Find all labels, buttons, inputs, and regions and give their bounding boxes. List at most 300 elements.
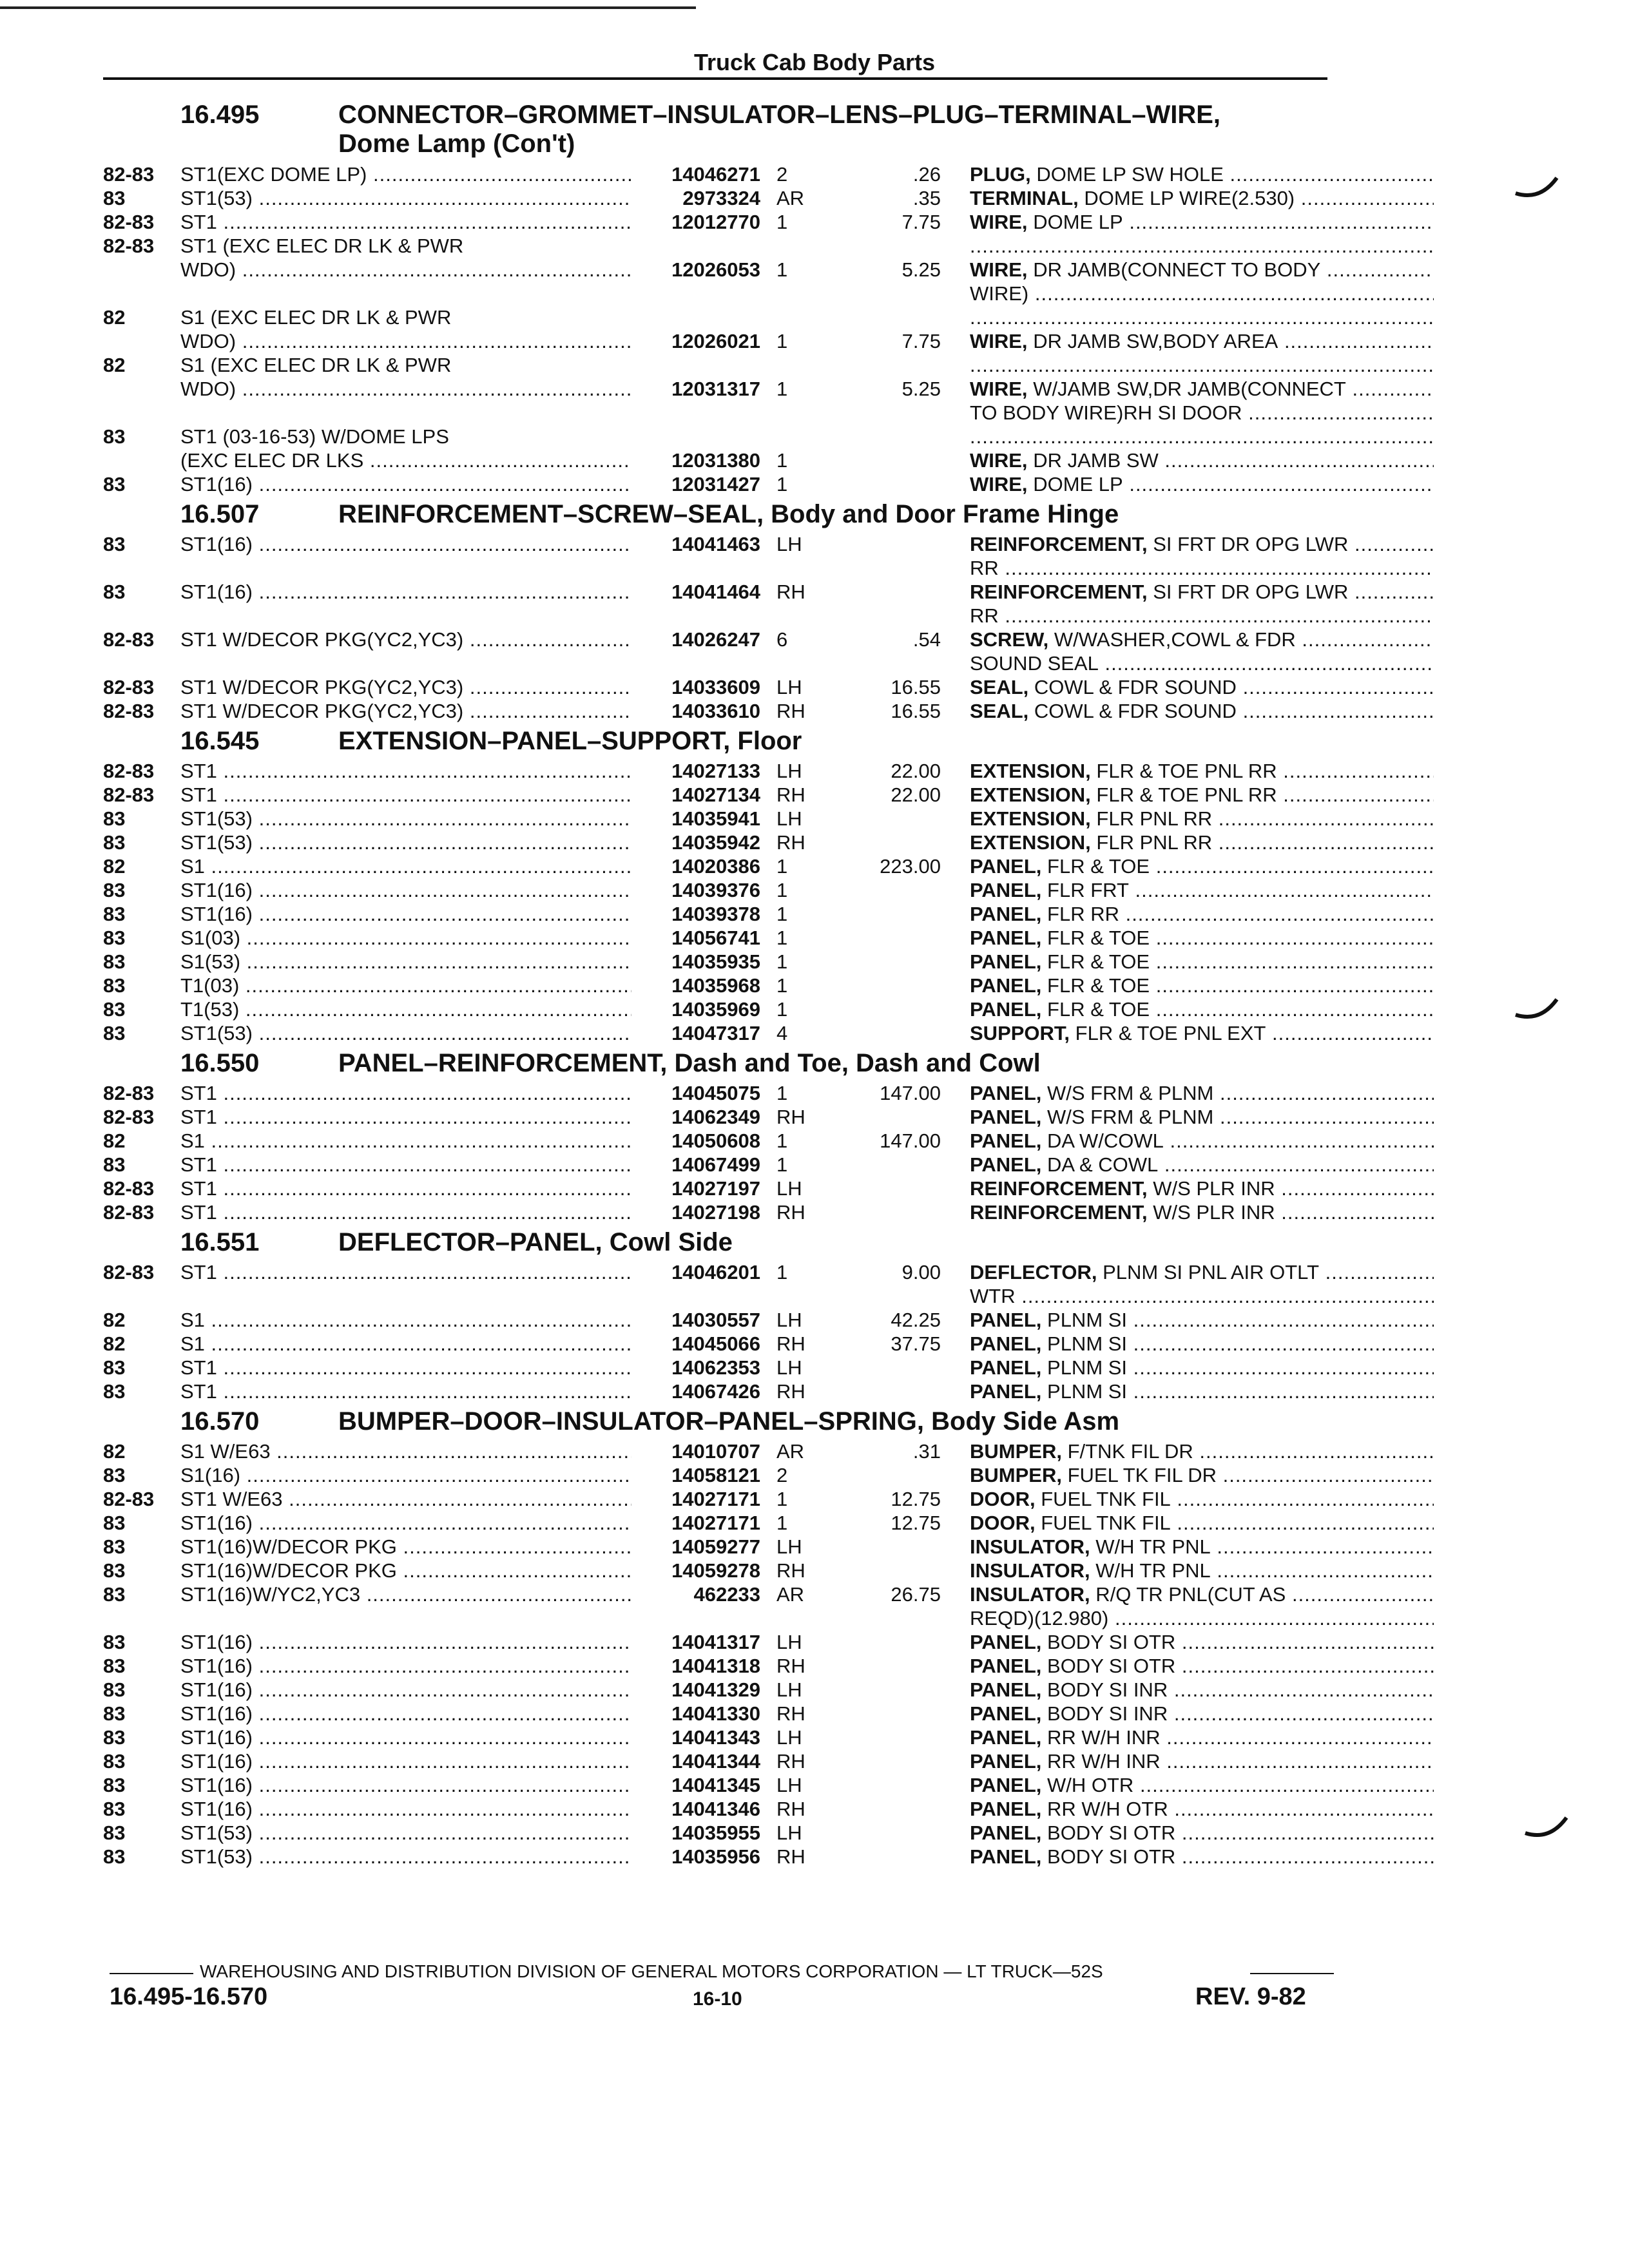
part-row <box>103 628 1327 651</box>
model-application: ST1(16) ..... <box>180 1702 631 1725</box>
part-number: 14045075 <box>671 1082 760 1104</box>
section-code: 16.545 <box>180 727 260 755</box>
part-name: PANEL, <box>970 1726 1042 1749</box>
quantity: RH <box>776 1201 805 1224</box>
part-row <box>103 604 1327 628</box>
part-name: SEAL, <box>970 676 1029 698</box>
part-description <box>970 162 1434 186</box>
model-year: 82 <box>103 855 126 878</box>
part-description <box>970 1821 1434 1845</box>
model-year: 82-83 <box>103 1201 155 1224</box>
model-year: 82 <box>103 1332 126 1355</box>
part-detail: PLNM SI <box>1047 1332 1128 1355</box>
part-row <box>103 186 1327 210</box>
part-number: 14059277 <box>671 1535 760 1558</box>
model-application: S1 W/E63 ..... <box>180 1439 631 1463</box>
model-application: ST1 ..... <box>180 1200 631 1224</box>
part-description <box>970 831 1434 854</box>
model-application: ST1(16) ..... <box>180 1773 631 1797</box>
part-number: 14041343 <box>671 1726 760 1749</box>
part-detail: RR <box>970 604 999 627</box>
quantity: RH <box>776 831 805 854</box>
list-price: 5.25 <box>901 378 941 400</box>
model-year: 82-83 <box>103 628 155 651</box>
part-row <box>103 1439 1327 1463</box>
part-row <box>103 377 1346 401</box>
part-row <box>103 1177 1327 1200</box>
part-number: 14062349 <box>671 1106 760 1128</box>
part-row <box>103 1678 1327 1702</box>
part-detail: BODY SI OTR <box>1047 1631 1176 1653</box>
part-detail: W/S FRM & PLNM <box>1047 1106 1214 1128</box>
part-name: PANEL, <box>970 1750 1042 1773</box>
part-row <box>103 282 1327 305</box>
model-application: ST1(16) ..... <box>180 532 631 556</box>
part-description <box>970 1511 1434 1535</box>
part-name: PANEL, <box>970 974 1042 997</box>
part-description <box>970 1749 1434 1773</box>
footer-revision: REV. 9-82 <box>1195 1983 1306 2010</box>
punch-mark-icon <box>1514 174 1559 202</box>
part-row <box>103 210 1327 234</box>
section-code: 16.551 <box>180 1228 260 1256</box>
quantity: LH <box>776 1726 802 1749</box>
part-name: PANEL, <box>970 1356 1042 1379</box>
part-detail: F/TNK FIL DR <box>1067 1440 1193 1463</box>
part-name: WIRE, <box>970 211 1028 233</box>
model-year: 82-83 <box>103 163 155 186</box>
part-name: PANEL, <box>970 1106 1042 1128</box>
model-year: 82 <box>103 1440 126 1463</box>
part-description <box>970 1284 1434 1308</box>
part-name: PANEL, <box>970 927 1042 949</box>
quantity: 1 <box>776 258 788 281</box>
part-row <box>103 783 1327 807</box>
quantity: 1 <box>776 974 788 997</box>
part-number: 14027133 <box>671 760 760 782</box>
part-description <box>970 401 1434 425</box>
part-description <box>970 1129 1434 1153</box>
list-price: 26.75 <box>891 1583 941 1606</box>
model-year: 83 <box>103 974 126 997</box>
model-application: S1 (EXC ELEC DR LK & PWR <box>180 306 452 329</box>
part-detail: PLNM SI <box>1047 1356 1128 1379</box>
model-application: ST1 ..... <box>180 1177 631 1200</box>
part-row <box>103 1153 1327 1177</box>
section-title-line: REINFORCEMENT–SCREW–SEAL, Body and Door Frame Hinge <box>338 500 1119 528</box>
part-description <box>970 699 1434 723</box>
model-application: ST1(16) ..... <box>180 902 631 926</box>
part-detail: FLR RR <box>1047 903 1119 925</box>
model-year: 83 <box>103 879 126 901</box>
quantity: 1 <box>776 950 788 973</box>
part-description <box>970 1773 1434 1797</box>
part-number: 12026021 <box>671 330 760 352</box>
part-detail: DA W/COWL <box>1047 1129 1164 1152</box>
list-price: .54 <box>912 628 941 651</box>
part-name: PANEL, <box>970 1678 1042 1701</box>
list-price: 5.25 <box>901 258 941 281</box>
section-title-line: BUMPER–DOOR–INSULATOR–PANEL–SPRING, Body Side Asm <box>338 1407 1120 1436</box>
part-detail: FUEL TK FIL DR <box>1067 1464 1217 1486</box>
section-title <box>338 1407 1119 1436</box>
part-row <box>103 1308 1327 1332</box>
part-description <box>970 854 1434 878</box>
quantity: 6 <box>776 628 788 651</box>
list-price: .35 <box>912 187 941 209</box>
part-number: 14041318 <box>671 1655 760 1677</box>
list-price: 37.75 <box>891 1332 941 1355</box>
part-row <box>103 759 1327 783</box>
part-number: 14026247 <box>671 628 760 651</box>
quantity: RH <box>776 581 805 603</box>
model-year: 83 <box>103 1153 126 1176</box>
model-year: 83 <box>103 950 126 973</box>
part-number: 12031317 <box>671 378 760 400</box>
model-application: WDO) ..... <box>180 329 631 353</box>
model-year: 82-83 <box>103 760 155 782</box>
section-heading <box>103 1228 1327 1260</box>
part-row <box>103 1845 1327 1869</box>
part-row <box>103 448 1327 472</box>
section-title-line: EXTENSION–PANEL–SUPPORT, Floor <box>338 727 802 755</box>
part-description <box>970 759 1434 783</box>
quantity: RH <box>776 700 805 722</box>
part-description <box>970 628 1434 651</box>
quantity: LH <box>776 1535 802 1558</box>
model-year: 83 <box>103 1821 126 1844</box>
part-name: WIRE, <box>970 330 1028 352</box>
part-detail: DOME LP <box>1033 473 1123 495</box>
quantity: LH <box>776 1177 802 1200</box>
part-description <box>970 258 1434 282</box>
model-application: WDO) ..... <box>180 377 631 401</box>
part-description <box>970 1654 1434 1678</box>
part-name: PANEL, <box>970 1129 1042 1152</box>
part-detail: FLR & TOE <box>1047 950 1150 973</box>
model-year: 83 <box>103 1631 126 1653</box>
model-application: ST1 (03-16-53) W/DOME LPS <box>180 425 449 448</box>
model-year: 82-83 <box>103 700 155 722</box>
part-row <box>103 1702 1327 1725</box>
part-row <box>103 532 1349 556</box>
model-year: 83 <box>103 1559 126 1582</box>
part-name: PANEL, <box>970 950 1042 973</box>
list-price: 147.00 <box>880 1082 941 1104</box>
part-row <box>103 1200 1327 1224</box>
part-detail: FLR PNL RR <box>1096 831 1213 854</box>
part-number: 14041330 <box>671 1702 760 1725</box>
part-detail: W/H TR PNL <box>1095 1535 1211 1558</box>
part-row <box>103 401 1327 425</box>
model-application: S1 ..... <box>180 1332 631 1356</box>
quantity: LH <box>776 1678 802 1701</box>
model-application: ST1(16) ..... <box>180 580 631 604</box>
model-application: S1(03) ..... <box>180 926 631 950</box>
part-description <box>970 651 1434 675</box>
part-row <box>103 1463 1327 1487</box>
footer-page-number: 16-10 <box>693 1988 742 2010</box>
part-number: 462233 <box>693 1583 760 1606</box>
model-year: 83 <box>103 1798 126 1820</box>
list-price: 16.55 <box>891 676 941 698</box>
model-year: 82 <box>103 306 126 329</box>
section-heading <box>103 101 1327 162</box>
part-description <box>970 1559 1434 1582</box>
quantity: LH <box>776 1356 802 1379</box>
part-row <box>103 1129 1327 1153</box>
part-row <box>103 1559 1327 1582</box>
quantity: LH <box>776 1821 802 1844</box>
part-description <box>970 1021 1434 1045</box>
list-price: 22.00 <box>891 783 941 806</box>
model-application: ST1(16)W/YC2,YC3 ..... <box>180 1582 631 1606</box>
part-detail: FLR FRT <box>1047 879 1129 901</box>
model-application: S1 ..... <box>180 1308 631 1332</box>
part-row <box>103 1260 1327 1284</box>
model-year: 83 <box>103 1356 126 1379</box>
part-name: SCREW, <box>970 628 1049 651</box>
quantity: AR <box>776 187 805 209</box>
part-detail: FLR & TOE PNL RR <box>1096 783 1277 806</box>
part-description <box>970 532 1434 556</box>
model-year: 83 <box>103 1774 126 1796</box>
part-row <box>103 1487 1327 1511</box>
part-description <box>970 1200 1434 1224</box>
part-row <box>103 580 1349 604</box>
section-code: 16.507 <box>180 500 260 528</box>
part-description <box>970 1332 1434 1356</box>
model-application: ST1 W/E63 ..... <box>180 1487 631 1511</box>
part-detail: FLR & TOE PNL RR <box>1096 760 1277 782</box>
section-title-line: CONNECTOR–GROMMET–INSULATOR–LENS–PLUG–TERMINAL–WIRE, <box>338 101 1221 129</box>
model-application: S1(53) ..... <box>180 950 631 974</box>
part-row <box>103 1797 1327 1821</box>
part-name: WIRE, <box>970 473 1028 495</box>
part-description <box>970 1463 1434 1487</box>
model-application: S1 ..... <box>180 854 631 878</box>
part-description <box>970 377 1434 401</box>
model-application: ST1(53) ..... <box>180 1021 631 1045</box>
quantity: RH <box>776 1702 805 1725</box>
part-name: EXTENSION, <box>970 807 1091 830</box>
part-number: 14056741 <box>671 927 760 949</box>
part-detail: WIRE) <box>970 282 1029 305</box>
part-row <box>103 1356 1327 1379</box>
part-name: WIRE, <box>970 449 1028 472</box>
model-year: 82-83 <box>103 1261 155 1283</box>
part-name: PANEL, <box>970 903 1042 925</box>
quantity: AR <box>776 1440 805 1463</box>
model-application: ST1(53) ..... <box>180 1821 631 1845</box>
part-number: 14035956 <box>671 1845 760 1868</box>
model-application: ST1(16) ..... <box>180 1630 631 1654</box>
model-year: 83 <box>103 1702 126 1725</box>
model-application: T1(53) ..... <box>180 997 631 1021</box>
model-application: ST1 (EXC ELEC DR LK & PWR <box>180 235 464 257</box>
part-row <box>103 651 1327 675</box>
part-row <box>103 974 1327 997</box>
part-detail: WTR <box>970 1285 1016 1307</box>
model-application: ST1 ..... <box>180 1356 631 1379</box>
part-description <box>970 1105 1434 1129</box>
model-year: 83 <box>103 1022 126 1044</box>
part-row <box>103 1511 1327 1535</box>
model-application: ST1 ..... <box>180 1105 631 1129</box>
part-row <box>103 329 1327 353</box>
part-description <box>970 1308 1434 1332</box>
part-description <box>970 1379 1434 1403</box>
quantity: LH <box>776 760 802 782</box>
list-price: .31 <box>912 1440 941 1463</box>
part-detail: BODY SI INR <box>1047 1702 1168 1725</box>
part-description <box>970 353 1434 377</box>
part-row <box>103 353 1327 377</box>
part-row <box>103 305 1327 329</box>
top-border-line <box>0 6 696 9</box>
part-description <box>970 210 1434 234</box>
part-name: BUMPER, <box>970 1440 1062 1463</box>
quantity: 1 <box>776 211 788 233</box>
part-name: PANEL, <box>970 1631 1042 1653</box>
model-year: 83 <box>103 425 126 448</box>
part-description <box>970 902 1434 926</box>
punch-mark-icon <box>1514 995 1559 1024</box>
quantity: 1 <box>776 473 788 495</box>
part-row <box>103 950 1327 974</box>
part-row <box>103 1021 1327 1045</box>
part-detail: BODY SI INR <box>1047 1678 1168 1701</box>
model-application: ST1 ..... <box>180 1379 631 1403</box>
part-number: 14041464 <box>671 581 760 603</box>
part-name: WIRE, <box>970 378 1028 400</box>
part-name: TERMINAL, <box>970 187 1079 209</box>
part-name: EXTENSION, <box>970 783 1091 806</box>
part-number: 14041345 <box>671 1774 760 1796</box>
part-number: 14027197 <box>671 1177 760 1200</box>
part-name: PLUG, <box>970 163 1031 186</box>
part-number: 14041346 <box>671 1798 760 1820</box>
part-name: DOOR, <box>970 1488 1036 1510</box>
quantity: RH <box>776 783 805 806</box>
model-year: 82-83 <box>103 1082 155 1104</box>
parts-catalog-body <box>103 97 1349 1869</box>
part-name: PANEL, <box>970 855 1042 878</box>
quantity: RH <box>776 1106 805 1128</box>
part-detail: SI FRT DR OPG LWR <box>1153 533 1349 555</box>
part-row <box>103 997 1327 1021</box>
part-detail: W/WASHER,COWL & FDR <box>1054 628 1296 651</box>
part-detail: W/S PLR INR <box>1153 1201 1275 1224</box>
quantity: RH <box>776 1332 805 1355</box>
model-year: 82-83 <box>103 676 155 698</box>
part-name: EXTENSION, <box>970 831 1091 854</box>
part-detail: PLNM SI PNL AIR OTLT <box>1103 1261 1320 1283</box>
model-year: 83 <box>103 903 126 925</box>
section-title <box>338 101 1220 159</box>
part-detail: DOME LP <box>1033 211 1123 233</box>
part-number: 14041329 <box>671 1678 760 1701</box>
page-title: Truck Cab Body Parts <box>693 49 936 75</box>
part-description <box>970 186 1434 210</box>
model-year: 83 <box>103 581 126 603</box>
part-description <box>970 1439 1434 1463</box>
section-heading <box>103 500 1327 532</box>
part-name: PANEL, <box>970 1774 1042 1796</box>
quantity: 1 <box>776 903 788 925</box>
header-rule <box>103 77 1327 80</box>
model-year: 83 <box>103 1678 126 1701</box>
section-title <box>338 1228 733 1257</box>
model-application: ST1(53) ..... <box>180 807 631 831</box>
part-number: 14035955 <box>671 1821 760 1844</box>
section-heading <box>103 1049 1327 1081</box>
part-description <box>970 1582 1434 1606</box>
part-number: 14035969 <box>671 998 760 1021</box>
model-application: ST1(16)W/DECOR PKG ..... <box>180 1535 631 1559</box>
model-year: 82 <box>103 1309 126 1331</box>
part-name: PANEL, <box>970 1332 1042 1355</box>
model-year: 83 <box>103 1512 126 1534</box>
part-description <box>970 604 1434 628</box>
model-application: ST1(53) ..... <box>180 186 631 210</box>
part-detail: DR JAMB(CONNECT TO BODY <box>1033 258 1321 281</box>
part-description <box>970 448 1434 472</box>
part-row <box>103 675 1327 699</box>
model-application: ST1(16) ..... <box>180 878 631 902</box>
part-description <box>970 1725 1434 1749</box>
part-name: WIRE, <box>970 258 1028 281</box>
part-description <box>970 580 1434 604</box>
part-row <box>103 234 1327 258</box>
part-detail: BODY SI OTR <box>1047 1845 1176 1868</box>
list-price: 7.75 <box>901 211 941 233</box>
part-description <box>970 1153 1434 1177</box>
part-row <box>103 1630 1327 1654</box>
part-name: PANEL, <box>970 879 1042 901</box>
part-name: DEFLECTOR, <box>970 1261 1097 1283</box>
part-row <box>103 162 1327 186</box>
quantity: LH <box>776 1774 802 1796</box>
part-description <box>970 675 1434 699</box>
section-code: 16.495 <box>180 101 260 129</box>
part-name: REINFORCEMENT, <box>970 581 1148 603</box>
punch-mark-icon <box>1524 1814 1569 1842</box>
part-number: 14035942 <box>671 831 760 854</box>
part-row <box>103 556 1327 580</box>
model-year: 83 <box>103 1535 126 1558</box>
part-number: 14041463 <box>671 533 760 555</box>
part-row <box>103 699 1327 723</box>
model-year: 83 <box>103 1726 126 1749</box>
model-application: ST1 W/DECOR PKG(YC2,YC3) ..... <box>180 628 631 651</box>
section-title <box>338 727 802 756</box>
part-name: SUPPORT, <box>970 1022 1070 1044</box>
quantity: 1 <box>776 449 788 472</box>
part-row <box>103 1332 1327 1356</box>
model-application: ST1(EXC DOME LP) ..... <box>180 162 631 186</box>
part-description <box>970 556 1434 580</box>
part-row <box>103 258 1327 282</box>
part-name: PANEL, <box>970 1380 1042 1403</box>
quantity: 2 <box>776 1464 788 1486</box>
model-application: ST1(16) ..... <box>180 1797 631 1821</box>
part-number: 14041317 <box>671 1631 760 1653</box>
quantity: 2 <box>776 163 788 186</box>
part-number: 2973324 <box>682 187 760 209</box>
model-year: 82 <box>103 354 126 376</box>
part-row <box>103 878 1327 902</box>
